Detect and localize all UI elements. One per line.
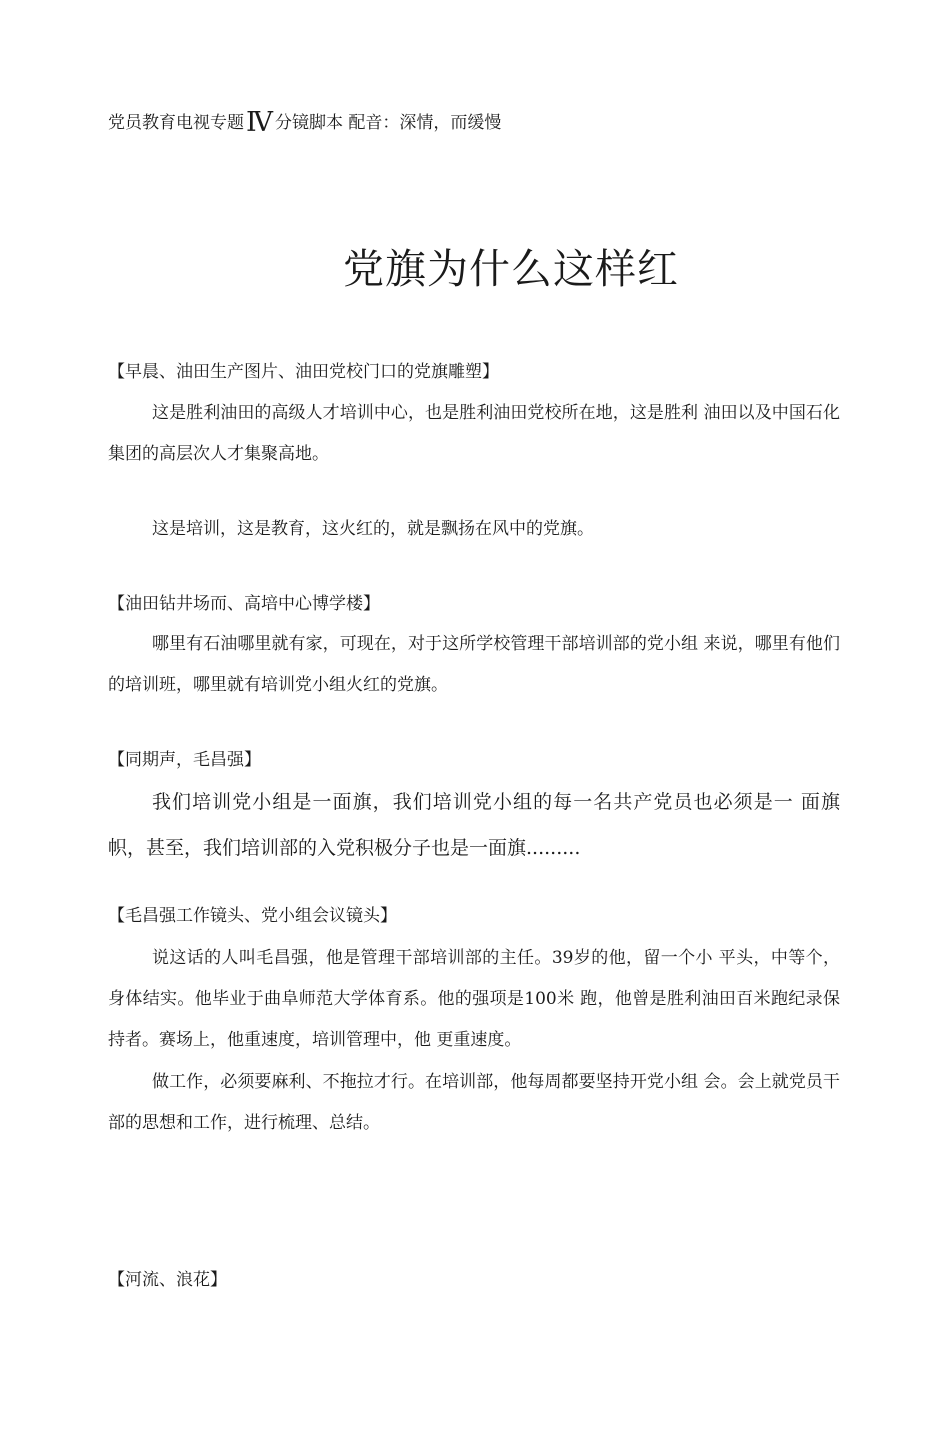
paragraph: 做工作，必须要麻利、不拖拉才行。在培训部，他每周都要坚持开党小组 会。会上就党员干部的思想和工作，进行梳理、总结。 <box>108 1072 840 1133</box>
scene-heading: 【同期声，毛昌强】 <box>108 750 261 770</box>
header-line <box>108 108 501 138</box>
paragraph: 我们培训党小组是一面旗，我们培训党小组的每一名共产党员也必须是一 面旗帜，甚至，我们培训部的入党积极分子也是一面旗......... <box>108 791 840 859</box>
paragraph: 说这话的人叫毛昌强，他是管理干部培训部的主任。39岁的他，留一个小 平头，中等个，身体结实。他毕业于曲阜师范大学体育系。他的强项是100米 跑，他曾是胜利油田百米跑纪录保持者。赛场上，他重速度，培训管理中，他 更重速度。 <box>108 948 840 1050</box>
document-title: 党旗为什么这样红 <box>343 245 679 293</box>
paragraph: 哪里有石油哪里就有家，可现在，对于这所学校管理干部培训部的党小组 来说，哪里有他们的培训班，哪里就有培训党小组火红的党旗。 <box>108 634 840 695</box>
header-suffix: 分镜脚本 配音：深情，而缓慢 <box>274 113 502 133</box>
scene-heading: 【毛昌强工作镜头、党小组会议镜头】 <box>108 906 397 926</box>
paragraph: 这是胜利油田的高级人才培训中心，也是胜利油田党校所在地，这是胜利 油田以及中国石化集团的高层次人才集聚高地。 <box>108 403 840 464</box>
scene-heading: 【油田钻井场而、高培中心博学楼】 <box>108 594 380 614</box>
header-roman-numeral: Ⅳ <box>246 107 273 138</box>
scene-heading: 【早晨、油田生产图片、油田党校门口的党旗雕塑】 <box>108 362 499 382</box>
paragraph: 这是培训，这是教育，这火红的，就是飘扬在风中的党旗。 <box>152 519 594 539</box>
scene-heading: 【河流、浪花】 <box>108 1270 227 1290</box>
header-prefix: 党员教育电视专题 <box>108 113 244 133</box>
